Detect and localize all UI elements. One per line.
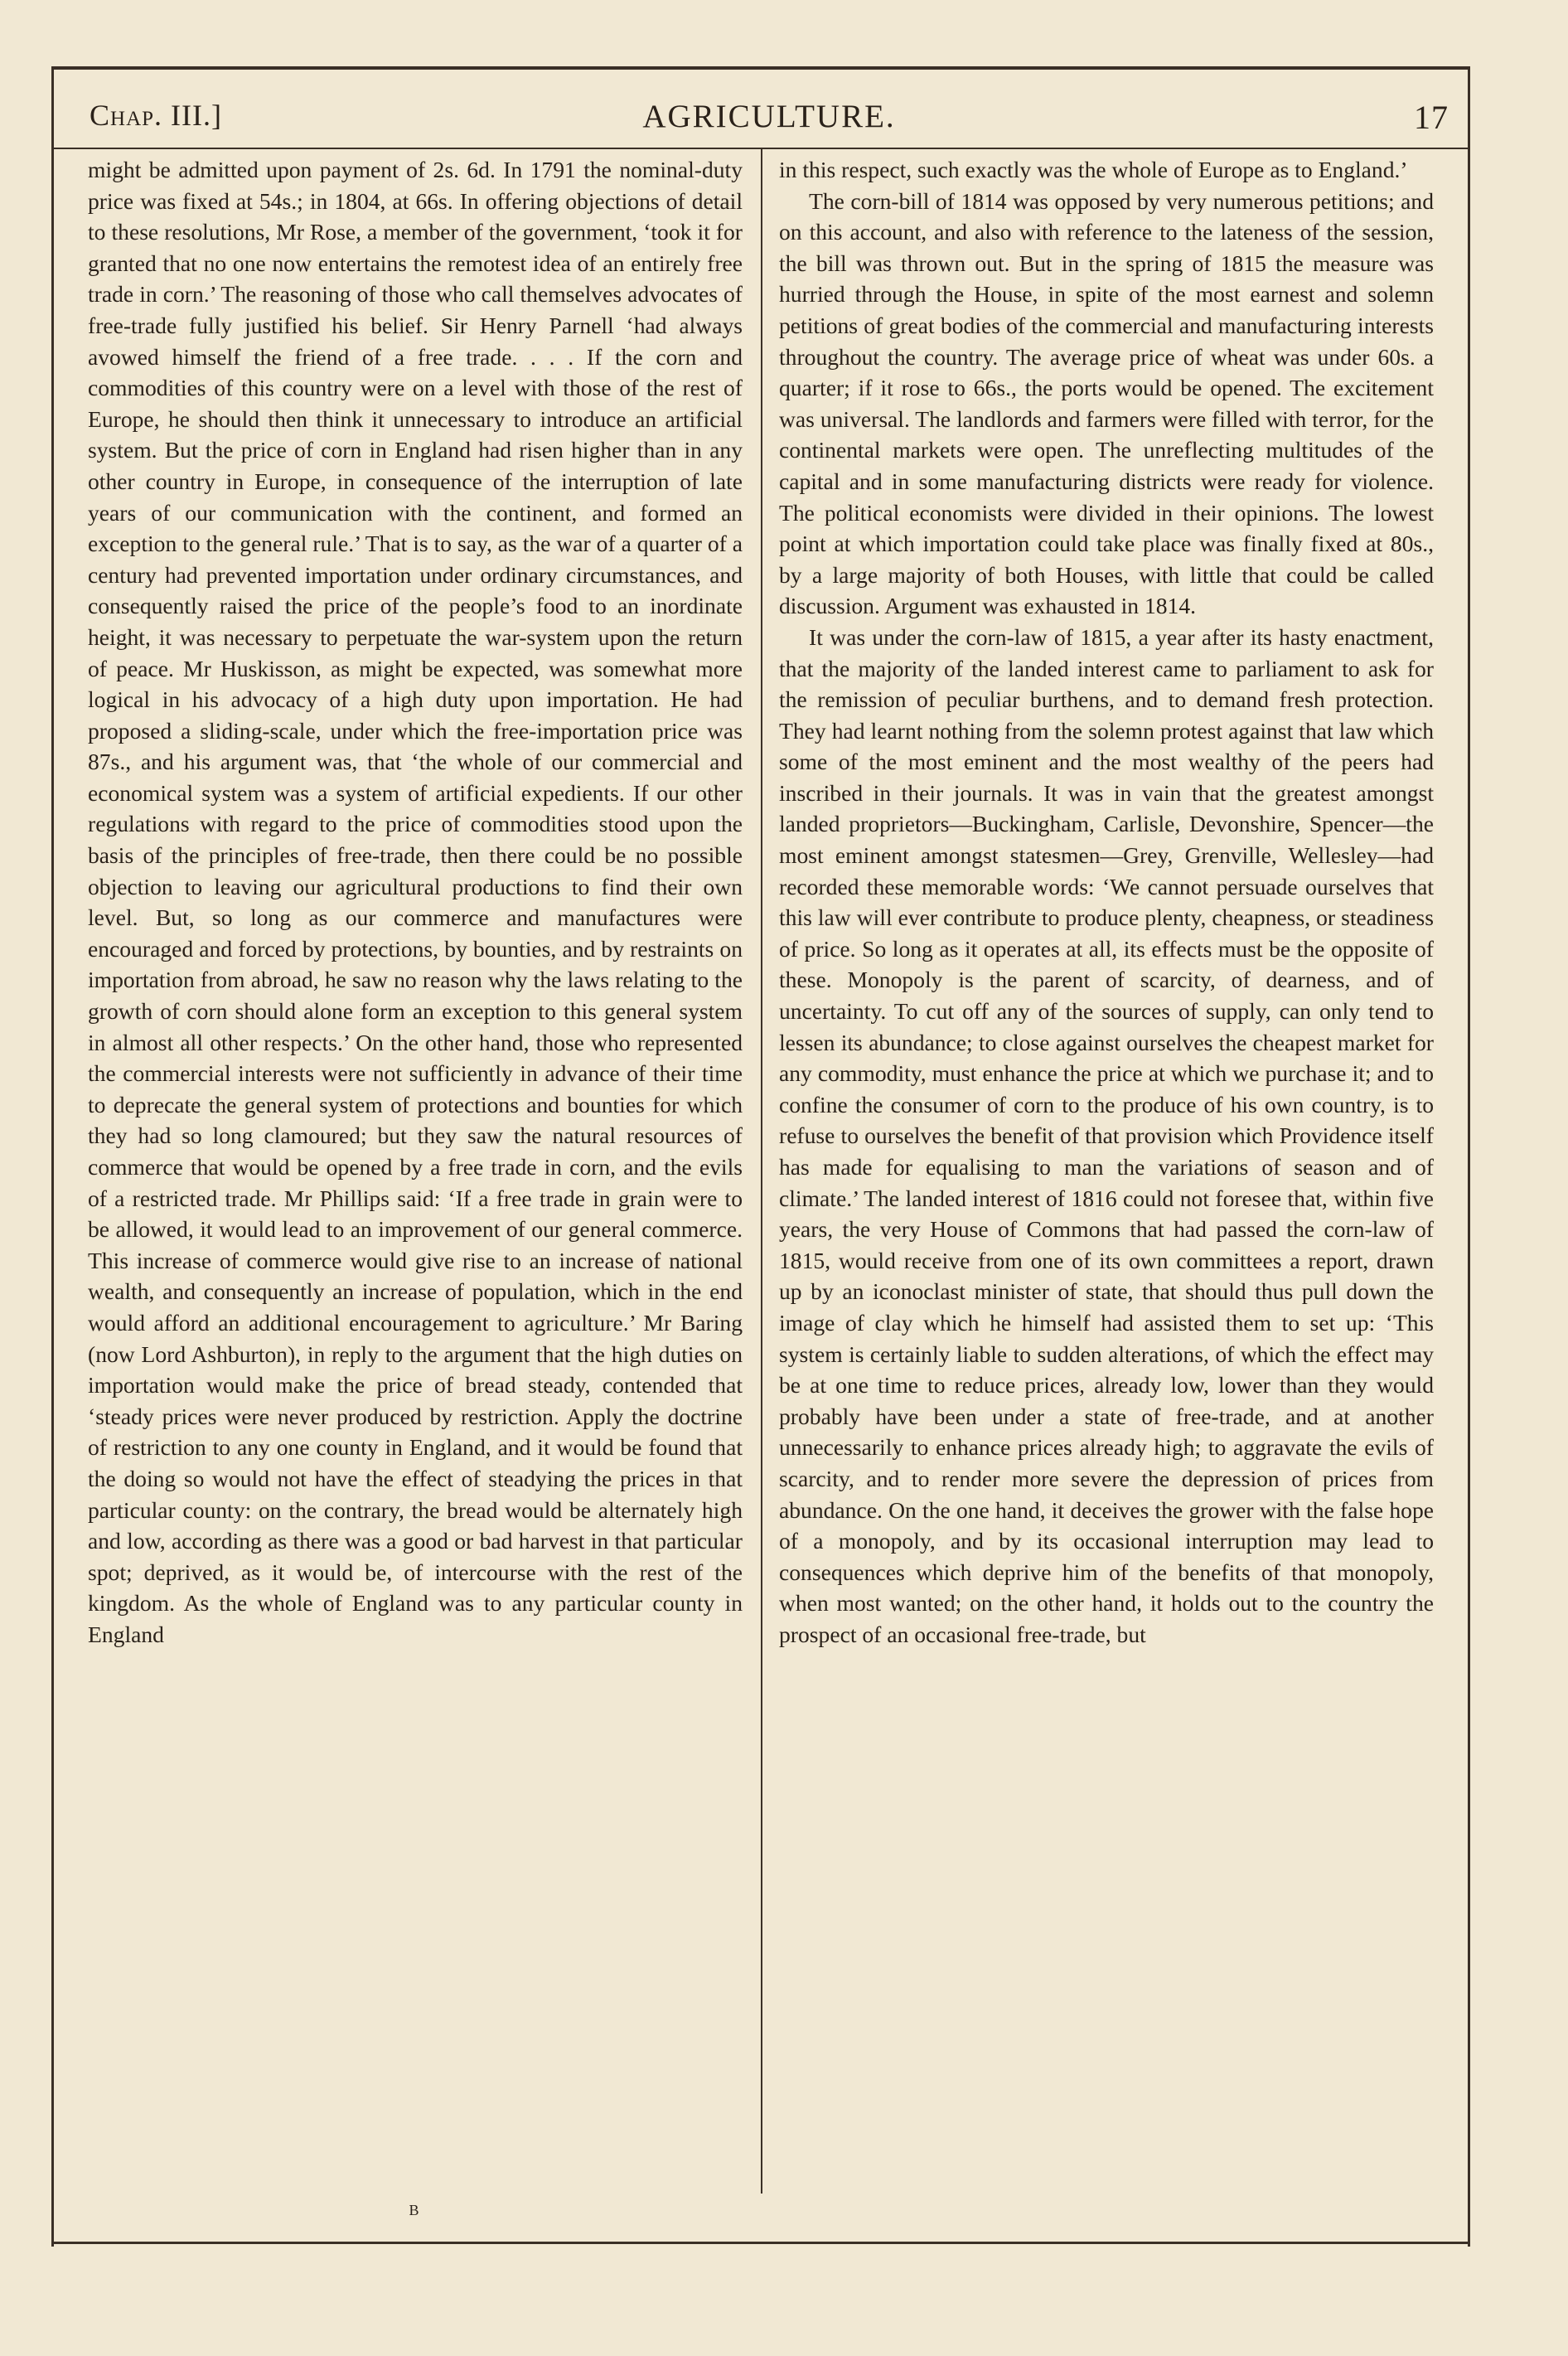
paragraph: in this respect, such exactly was the whole of Europe as to England.’: [779, 157, 1408, 182]
signature-mark: B: [409, 2202, 420, 2218]
left-column: [88, 154, 743, 1651]
running-header: [90, 86, 1449, 148]
right-border-rule: [1468, 66, 1470, 2247]
paragraph: might be admitted upon payment of 2s. 6d. In 1791 the nominal-duty price was fixed at 54s.; in 1804, at 66s. In offering objections of detail to these resolutions, Mr Rose, a member of the government, ‘took it for granted that no one now entertains the remotest idea of an entirely free trade in corn.’ The reasoning of those who call themselves advocates of free-trade fully justified his belief. Sir Henry Parnell ‘had always avowed himself the friend of a free trade. . . . If the corn and commodities of this country were on a level with those of the rest of Europe, he should then think it unnecessary to introduce an artificial system. But the price of corn in England had risen higher than in any other country in Europe, in consequence of the interruption of late years of our communication with the continent, and formed an exception to the general rule.’ That is to say, as the war of a quarter of a century had prevented importation under ordinary circumstances, and consequently raised the price of the people’s food to an inordinate height, it was necessary to perpetuate the war-system upon the return of peace. Mr Huskisson, as might be expected, was somewhat more logical in his advocacy of a high duty upon importation. He had proposed a sliding-scale, under which the free-importation price was 87s., and his argument was, that ‘the whole of our commercial and economical system was a system of artificial expedients. If our other regulations with regard to the price of commodities stood upon the basis of the principles of free-trade, then there could be no possible objection to leaving our agricultural productions to find their own level. But, so long as our commerce and manufactures were encouraged and forced by protections, by bounties, and by restraints on importation from abroad, he saw no reason why the laws relating to the growth of corn should alone form an exception to this general system in almost all other respects.’ On the other hand, those who represented the commercial interests were not sufficiently in advance of their time to deprecate the general system of protections and bounties for which they had so long clamoured; but they saw the natural resources of commerce that would be opened by a free trade in corn, and the evils of a restricted trade. Mr Phillips said: ‘If a free trade in grain were to be allowed, it would lead to an improvement of our general commerce. This increase of commerce would give rise to an increase of national wealth, and consequently an increase of population, which in the end would afford an additional encouragement to agriculture.’ Mr Baring (now Lord Ashburton), in reply to the argument that the high duties on importation would make the price of bread steady, contended that ‘steady prices were never produced by restriction. Apply the doctrine of restriction to any one county in England, and it would be found that the doing so would not have the effect of steadying the prices in that particular county: on the contrary, the bread would be alternately high and low, according as there was a good or bad harvest in that particular spot; deprived, as it would be, of intercourse with the rest of the kingdom. As the whole of England was to any particular county in England: [88, 157, 743, 1647]
column-divider-rule: [761, 149, 762, 2194]
page-number: 17: [1414, 99, 1449, 136]
top-border-rule: [51, 66, 1470, 70]
paragraph: It was under the corn-law of 1815, a year after its hasty enactment, that the majority of the landed interest came to parliament to ask for the remission of peculiar burthens, and to demand fresh protection. They had learnt nothing from the solemn protest against that law which some of the most eminent and the most wealthy of the peers had inscribed in their journals. It was in vain that the greatest amongst landed proprietors—Buckingham, Carlisle, Devonshire, Spencer—the most eminent amongst statesmen—Grey, Grenville, Wellesley—had recorded these memorable words: ‘We cannot persuade ourselves that this law will ever contribute to produce plenty, cheapness, or steadiness of price. So long as it operates at all, its effects must be the opposite of these. Monopoly is the parent of scarcity, of dearness, and of uncertainty. To cut off any of the sources of supply, can only tend to lessen its abundance; to close against ourselves the cheapest market for any commodity, must enhance the price at which we purchase it; and to confine the consumer of corn to the produce of his own country, is to refuse to ourselves the benefit of that provision which Providence itself has made for equalising to man the variations of season and of climate.’ The landed interest of 1816 could not foresee that, within five years, the very House of Commons that had passed the corn-law of 1815, would receive from one of its own committees a report, drawn up by an iconoclast minister of state, that should thus pull down the image of clay which he himself had assisted them to set up: ‘This system is certainly liable to sudden alterations, of which the effect may be at one time to reduce prices, already low, lower than they would probably have been under a state of free-trade, and at another unnecessarily to enhance prices already high; to aggravate the evils of scarcity, and to render more severe the depression of prices from abundance. On the one hand, it deceives the grower with the false hope of a monopoly, and by its occasional interruption may lead to consequences which deprive him of the benefits of that monopoly, when most wanted; on the other hand, it holds out to the country the prospect of an occasional free-trade, but: [779, 623, 1434, 1647]
bottom-border-rule: [51, 2242, 1470, 2244]
left-border-rule: [51, 66, 54, 2247]
running-title: AGRICULTURE.: [642, 99, 896, 134]
paragraph: The corn-bill of 1814 was opposed by very numerous petitions; and on this account, and also with reference to the lateness of the session, the bill was thrown out. But in the spring of 1815 the measure was hurried through the House, in spite of the most earnest and solemn petitions of great bodies of the commercial and manufacturing interests throughout the country. The average price of wheat was under 60s. a quarter; if it rose to 66s., the ports would be opened. The excitement was universal. The landlords and farmers were filled with terror, for the continental markets were open. The unreflecting multitudes of the capital and in some manufacturing districts were ready for violence. The political economists were divided in their opinions. The lowest point at which importation could take place was finally fixed at 80s., by a large majority of both Houses, with little that could be called discussion. Argument was exhausted in 1814.: [779, 187, 1434, 619]
right-column: [779, 154, 1434, 1651]
chapter-label: Chap. III.]: [90, 99, 222, 132]
